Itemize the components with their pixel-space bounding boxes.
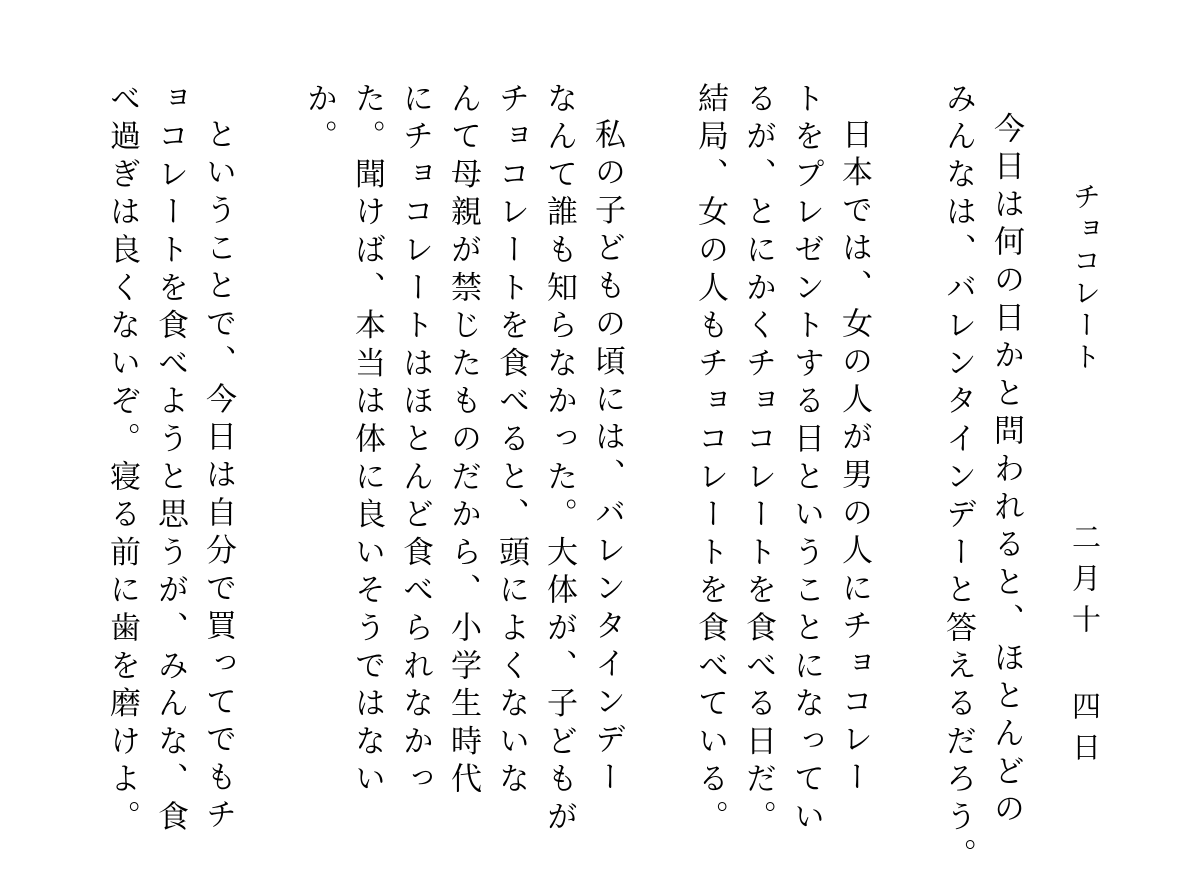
text-line: 結局、女の人もチョコレートを食べている。 <box>692 82 728 838</box>
text-line: た。聞けば、本当は体に良いそうではない <box>349 82 385 801</box>
text-line: ョコレートを食べようと思うが、みんな、食 <box>152 82 188 838</box>
text-line: べ過ぎは良くないぞ。寝る前に歯を磨けよ。 <box>104 82 140 838</box>
text-line: にチョコレートはほとんど食べられなかっ <box>397 82 433 801</box>
text-line: 日本では、女の人が男の人にチョコレー <box>836 118 872 799</box>
text-line: か。 <box>301 82 337 158</box>
essay-title: チョコレート <box>1069 182 1102 374</box>
text-line: るが、とにかくチョコレートを食べる日だ。 <box>740 82 776 838</box>
text-line: チョコレートを食べると、頭によくないな <box>493 82 529 801</box>
text-line: んて母親が禁じたものだから、小学生時代 <box>445 82 481 801</box>
essay-date: 二月十 四日 <box>1068 522 1102 773</box>
text-line: 私の子どもの頃には、バレンタインデー <box>589 118 625 799</box>
text-line: ということで、今日は自分で買ってでもチ <box>200 118 236 837</box>
text-line: みんなは、バレンタインデーと答えるだろう。 <box>940 82 976 876</box>
text-line: トをプレゼントする日ということになってい <box>788 82 824 838</box>
text-line: なんて誰も知らなかった。大体が、子どもが <box>541 82 577 838</box>
text-line: 今日は何の日かと問われると、ほとんどの <box>988 112 1024 831</box>
